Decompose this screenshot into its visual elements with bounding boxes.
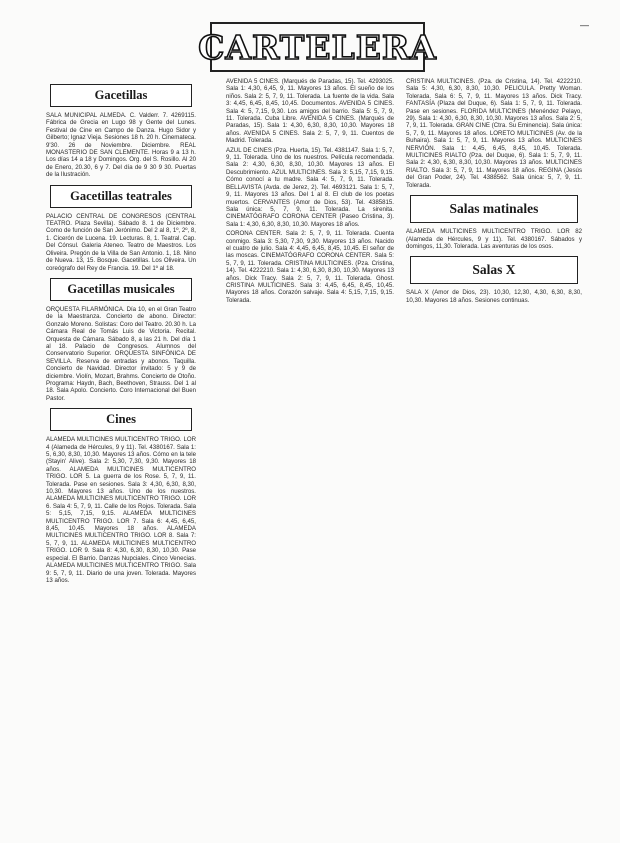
section-heading-gacetillas-teatrales: Gacetillas teatrales xyxy=(50,185,192,208)
section-heading-salas-x: Salas X xyxy=(410,256,578,284)
section-heading-gacetillas: Gacetillas xyxy=(50,84,192,107)
listings-text-c: CORONA CENTER. Sala 2: 5, 7, 9, 11. Tolerada. Cuenta conmigo. Sala 3: 5,30, 7,30, 9,30. Mayores 13 años. Nacido el cuatro de julio. Sala 4: 4,45, 6,45, 8,45, 10,45. El señor de las moscas. CINEMATÓGRAFO CORONA CENTER. Sala 5: 5, 7, 9, 11. Tolerada. CRISTINA MULTICINES. (Pza. Cristina, 14). Tel. 4222210. Sala 1: 4,30, 6,30, 8,30, 10,30. Mayores 13 años. Dick Tracy. Sala 2: 5, 7, 9, 11. Tolerada. Ghost. CRISTINA MULTICINES. Sala 3: 4,45, 6,45, 8,45, 10,45. Mayores 18 años. Corazón salvaje. Sala 4: 5,15, 7,15, 9,15. Tolerada. xyxy=(226,230,394,304)
section-heading-gacetillas-musicales: Gacetillas musicales xyxy=(50,278,192,301)
section-heading-cines: Cines xyxy=(50,408,192,431)
section-heading-salas-matinales: Salas matinales xyxy=(410,195,578,223)
column-1 xyxy=(46,78,196,838)
gacetillas-musicales-text: ORQUESTA FILARMÓNICA. Día 10, en el Gran Teatro de la Maestranza. Concierto de abono. Director: Gonzalo Moreno. Solistas: Coro del Teatro. 20.30 h. La Cámara Real de Tomás Luis de Victoria. Recital. Orquesta de Cámara. Sábado 8, a las 21 h. Del día 1 al 18. Palacio de Congresos. Alumnos del Conservatorio Superior. ORQUESTA SINFÓNICA DE SEVILLA. Reserva de entradas y abonos. Taquilla. Concierto de Navidad. Director invitado: 5 y 9 de diciembre. Violín, Mozart, Brahms. Concierto de Otoño. Programa: Haydn, Bach, Beethoven, Strauss. Del 1 al 18. Sala Apolo. Concierto. Coro Internacional del Buen Pastor. xyxy=(46,305,196,402)
cines-text: ALAMEDA MULTICINES MULTICENTRO TRIGO. LOR 4 (Alameda de Hércules, 9 y 11). Tel. 4380167. Sala 1: 5, 6,30, 8,30, 10,30. Mayores 13 años. Cómo en la tele (Stayin' Alive). Sala 2: 5,30, 7,30, 9,30. Mayores 18 años. ALAMEDA MULTICINES MULTICENTRO TRIGO. LOR 5. La guerra de los Rose. 5, 7, 9, 11. Tolerada. Pase en sesiones. Sala 3: 4,30, 6,30, 8,30, 10,30. Mayores 13 años. Uno de los nuestros. ALAMEDA MULTICINES MULTICENTRO TRIGO. LOR 6. Sala 4: 5, 7, 9, 11. Calle de los Rojos. Tolerada. Sala 5: 5,15, 7,15, 9,15. ALAMEDA MULTICINES MULTICENTRO TRIGO. LOR 7. Sala 6: 4,45, 6,45, 8,45, 10,45. Mayores 18 años. ALAMEDA MULTICINES MULTICENTRO TRIGO. LOR 8. Sala 7: 5, 7, 9, 11. ALAMEDA MULTICINES MULTICENTRO TRIGO. LOR 9. Sala 8: 4,30, 6,30, 8,30, 10,30. Pase especial. El Barrio. Danzas Nupciales. Cinco Venecias. ALAMEDA MULTICINES MULTICENTRO TRIGO. Sala 9: 5, 7, 9, 11. Diario de una joven. Tolerada. Mayores 13 años. xyxy=(46,436,196,584)
column-2 xyxy=(226,78,394,838)
page-mark: — xyxy=(580,20,589,30)
masthead-cartelera xyxy=(198,22,437,72)
column-3 xyxy=(406,78,582,838)
listings-text-b: AZUL DE CINES (Pza. Huerta, 15). Tel. 4381147. Sala 1: 5, 7, 9, 11. Tolerada. Uno de los nuestros. Película recomendada. Sala 2: 4,30, 6,30, 8,30, 10,30. Mayores 13 años. El Descubrimiento. AZUL MULTICINES. Sala 3: 5,15, 7,15, 9,15. Cómo conocí a tu madre. Sala 4: 5, 7, 9, 11. Tolerada. BELLAVISTA (Avda. de Jerez, 2). Tel. 4693121. Sala 1: 5, 7, 9, 11. Mayores 13 años. Del 1 al 8. El club de los poetas muertos. CERVANTES (Amor de Dios, 53). Tel. 4385815. Sala única: 5, 7, 9, 11. Tolerada. La sirenita. CINEMATÓGRAFO CORONA CENTER (Paseo Cristina, 3). Sala 1: 4,30, 6,30, 8,30, 10,30. Mayores 18 años. xyxy=(226,146,394,228)
masthead-title: CARTELERA xyxy=(198,27,437,67)
salas-matinales-text: ALAMEDA MULTICINES MULTICENTRO TRIGO. LOR 82 (Alameda de Hércules, 9 y 11). Tel. 4380167. Sábados y domingos, 11,30. Tolerada. Las aventuras de los osos. xyxy=(406,228,582,250)
gacetillas-teatrales-text: PALACIO CENTRAL DE CONGRESOS (CENTRAL TEATRO. Plaza Sevilla). Sábado 8. 1 de Diciembre. Como de función de San Jerónimo. Del 2 al 8, 1º, 2º, 8, 1. Cicerón de Lucena. 19. Lecturas. 8, 1. Teatral. Cap. Del Cónsul. Galeria Ateneo. Teatro de Maestros. Los Oliveira. Pregón de la Villa de San Antonio. 1, 18. Nino de Nueva. 13, 15. Bosque. Gacetillas. Los Oliveira. Un coreógrafo del Rey de Francia. 19. Del 1º al 18. xyxy=(46,212,196,272)
gacetillas-text: SALA MUNICIPAL ALMEDA. C. Valderr. 7. 4269115. Fábrica de Grecia en Lugo 98 y Gente del Lunes. Festival de Cine en Campo de Danza. Hugo Sidor y Gilberto; Ignaz Vieja. Sesiones 18 h. 20 h. Cinemateca. 9'30. 26 de Noviembre. Diciembre. REAL MONASTERIO DE SAN CLEMENTE. Horas 9 a 13 h. Los días 14 a 18 y Domingos. Org. del S. Rosillo. Al 20 de Enero, 20.30, 6 y 7. Del día de 9 30 9 30. Puertas de la Ilustración. xyxy=(46,112,196,179)
salas-x-text: SALA X (Amor de Dios, 23). 10,30, 12,30, 4,30, 6,30, 8,30, 10,30. Mayores 18 años. Sesiones continuas. xyxy=(406,289,582,304)
listings-text-a: AVENIDA 5 CINES. (Marqués de Paradas, 15). Tel. 4293025. Sala 1: 4,30, 6,45, 9, 11. Mayores 13 años. El sueño de los niños. Sala 2: 5, 7, 9, 11. Tolerada. La fuente de la vida. Sala 3: 4,45, 6,45, 8,45, 10,45. Documentos. AVENIDA 5 CINES. Sala 4: 5, 7,15, 9,30. Los amigos del barrio. Sala 5: 5, 7, 9, 11. Tolerada. Cuba Libre. AVENIDA 5 CINES. (Marqués de Paradas, 15). Sala 1: 4,30, 6,30, 8,30, 10,30. Mayores 18 años. AVENIDA 5 CINES. Sala 2: 5, 7, 9, 11. Cuentos de Madrid. Tolerada. xyxy=(226,78,394,145)
listings-text-d: CRISTINA MULTICINES. (Pza. de Cristina, 14). Tel. 4222210. Sala 5: 4,30, 6,30, 8,30, 10,30. PELICULA. Pretty Woman. Tolerada. Sala 6: 5, 7, 9, 11. Mayores 13 años. Dick Tracy. FANTASÍA (Plaza del Duque, 6). Sala 1: 5, 7, 9, 11. Tolerada. Pase en sesiones. FLORIDA MULTICINES (Menéndez Pelayo, 29). Sala 1: 4,30, 6,30, 8,30, 10,30. Mayores 13 años. Sala 2: 5, 7, 9, 11. Tolerada. GRAN CINE (Ctra. Su Eminencia). Sala única: 5, 7, 9, 11. Mayores 18 años. LORETO MULTICINES (Av. de la Buhaira). Sala 1: 5, 7, 9, 11. Mayores 13 años. MULTICINES NERVIÓN. Sala 1: 4,45, 6,45, 8,45, 10,45. Tolerada. MULTICINES RIALTO (Pza. del Duque, 6). Sala 1: 5, 7, 9, 11. Sala 2: 4,30, 6,30, 8,30, 10,30. Mayores 13 años. MULTICINES RIALTO. Sala 3: 5, 7, 9, 11. Mayores 18 años. REGINA (Jesús del Gran Poder, 24). Tel. 4388562. Sala única: 5, 7, 9, 11. Tolerada. xyxy=(406,78,582,189)
